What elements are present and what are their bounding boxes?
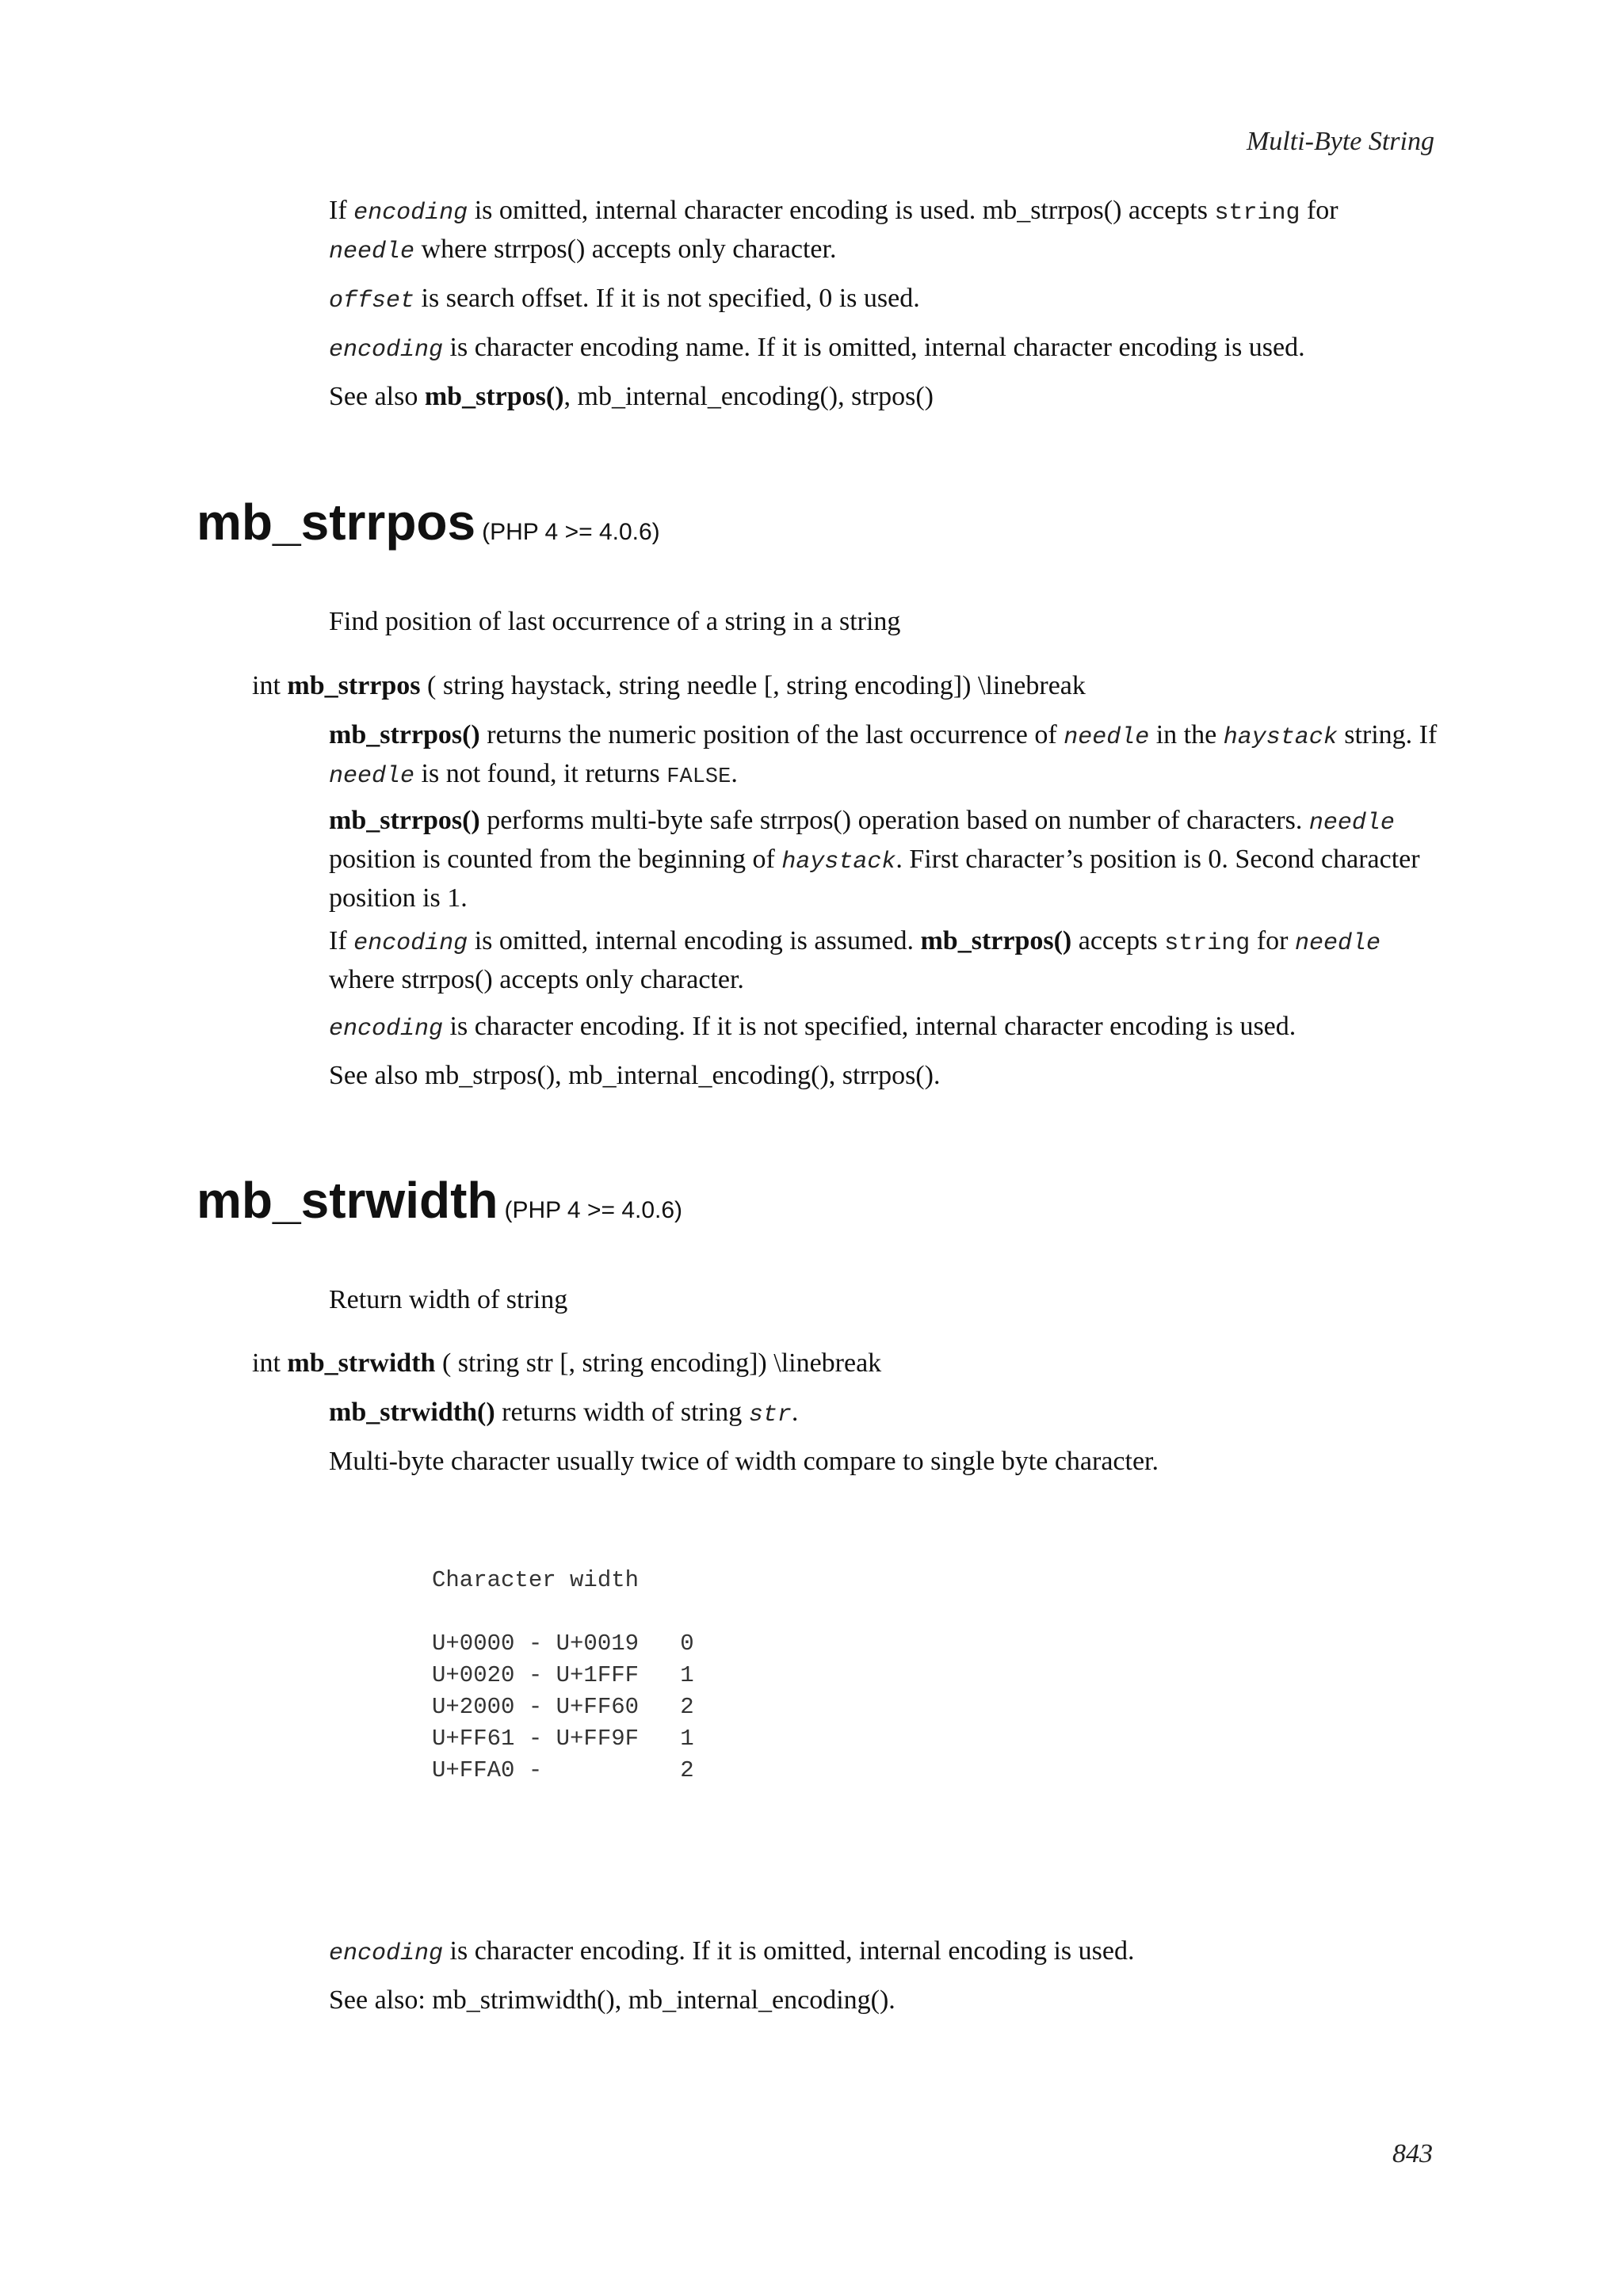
text: is search offset. If it is not specified, 0 is used.: [414, 284, 920, 313]
function-heading: [197, 493, 660, 551]
text: is character encoding. If it is omitted, internal encoding is used.: [443, 1936, 1135, 1966]
param-encoding: encoding: [329, 1016, 444, 1043]
description-paragraph-1: [329, 717, 1438, 795]
see-also: See also: mb_strimwidth(), mb_internal_encoding().: [329, 1985, 896, 2015]
function-name: mb_strrpos: [197, 494, 476, 551]
text: performs multi-byte safe strrpos() operation based on number of characters.: [479, 806, 1309, 835]
text: for: [1250, 926, 1295, 955]
intro-paragraph-2: [329, 280, 1438, 319]
param-encoding: encoding: [353, 200, 468, 227]
text: string. If: [1337, 720, 1438, 749]
param-str: str: [748, 1402, 792, 1428]
description-paragraph-3: [329, 923, 1438, 998]
text: , mb_internal_encoding(), strpos(): [563, 382, 934, 411]
description-paragraph-2: Multi-byte character usually twice of width compare to single byte character.: [329, 1447, 1159, 1476]
intro-paragraph-1: [329, 193, 1438, 270]
text: . First character’s position is 0. Second character position is 1.: [329, 845, 1420, 913]
return-type: int: [252, 671, 288, 700]
synopsis-arguments: ( string str [, string encoding]) \linebreak: [435, 1348, 882, 1378]
function-ref: mb_strrpos(): [920, 926, 1072, 955]
intro-paragraph-3: [329, 330, 1438, 368]
param-needle: needle: [1064, 724, 1150, 751]
function-synopsis: [252, 1345, 881, 1382]
synopsis-arguments: ( string haystack, string needle [, string encoding]) \linebreak: [420, 671, 1086, 700]
text: is omitted, internal character encoding is used. mb_strrpos() accepts: [468, 196, 1215, 225]
function-purpose: Return width of string: [329, 1285, 568, 1314]
description-paragraph-4: [329, 1009, 1438, 1047]
function-ref: mb_strrpos(): [329, 720, 480, 749]
character-width-table: Character width U+0000 - U+0019 0 U+0020 - U+1FFF 1 U+2000 - U+FF60 2 U+FF61 - U+FF9F 1 U+FFA0 - 2: [432, 1567, 694, 1783]
param-haystack: haystack: [781, 849, 896, 875]
function-ref: mb_strwidth(): [329, 1398, 495, 1427]
function-heading: [197, 1171, 682, 1230]
return-type: int: [252, 1348, 288, 1378]
text: for: [1300, 196, 1338, 225]
text: If: [329, 196, 354, 225]
type-string: string: [1164, 930, 1251, 957]
synopsis-function-name: mb_strrpos: [287, 671, 421, 700]
text: returns the numeric position of the last occurrence of: [479, 720, 1064, 749]
type-string: string: [1214, 200, 1300, 227]
text: accepts: [1071, 926, 1165, 955]
text: is omitted, internal encoding is assumed.: [468, 926, 921, 955]
text: position is counted from the beginning of: [329, 845, 782, 874]
param-haystack: haystack: [1223, 724, 1338, 751]
param-offset: offset: [329, 288, 415, 315]
text: is character encoding name. If it is omitted, internal character encoding is used.: [443, 333, 1305, 362]
param-encoding: encoding: [329, 1940, 444, 1967]
text: See also: [329, 382, 425, 411]
function-version: (PHP 4 >= 4.0.6): [482, 519, 660, 545]
description-paragraph-2: [329, 803, 1438, 917]
page-number: 843: [1392, 2139, 1433, 2168]
text: .: [731, 759, 738, 788]
synopsis-function-name: mb_strwidth: [287, 1348, 436, 1378]
function-synopsis: [252, 668, 1086, 704]
param-needle: needle: [329, 238, 415, 265]
description-paragraph-1: [329, 1394, 1438, 1433]
function-version: (PHP 4 >= 4.0.6): [504, 1197, 683, 1223]
text: in the: [1149, 720, 1224, 749]
param-encoding: encoding: [329, 337, 444, 364]
description-paragraph-3: [329, 1933, 1438, 1972]
running-title: Multi-Byte String: [1246, 127, 1434, 156]
text: .: [791, 1398, 799, 1427]
see-also: See also mb_strpos(), mb_internal_encoding(), strrpos().: [329, 1061, 941, 1090]
link-mb-strpos[interactable]: mb_strpos(): [424, 382, 564, 411]
constant-false: FALSE: [666, 765, 731, 789]
param-needle: needle: [329, 763, 415, 790]
intro-see-also: [329, 379, 1438, 415]
text: returns width of string: [495, 1398, 749, 1427]
text: If: [329, 926, 354, 955]
text: where strrpos() accepts only character.: [414, 235, 837, 264]
function-ref: mb_strrpos(): [329, 806, 480, 835]
param-needle: needle: [1294, 930, 1381, 957]
param-needle: needle: [1308, 810, 1395, 837]
function-name: mb_strwidth: [197, 1172, 498, 1229]
text: where strrpos() accepts only character.: [329, 965, 744, 994]
text: is not found, it returns: [414, 759, 667, 788]
param-encoding: encoding: [353, 930, 468, 957]
function-purpose: Find position of last occurrence of a string in a string: [329, 607, 901, 636]
text: is character encoding. If it is not specified, internal character encoding is used.: [443, 1012, 1296, 1041]
